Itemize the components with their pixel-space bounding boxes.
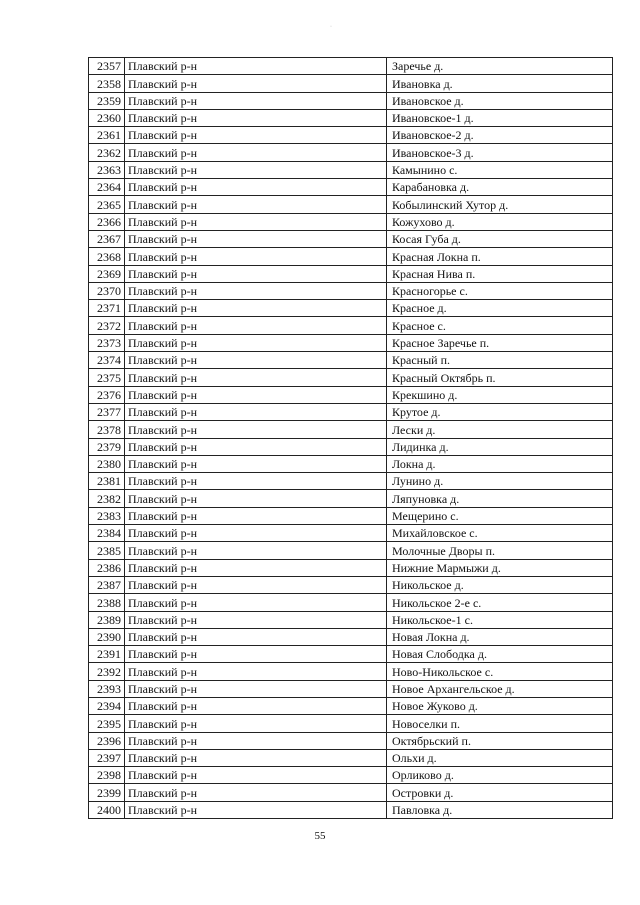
district-cell: Плавский р-н — [125, 611, 387, 628]
row-number-cell: 2399 — [89, 784, 125, 801]
table-row — [89, 352, 613, 369]
settlement-cell: Новое Архангельское д. — [387, 680, 613, 697]
row-number-cell: 2394 — [89, 697, 125, 714]
row-number-cell: 2376 — [89, 386, 125, 403]
district-cell: Плавский р-н — [125, 680, 387, 697]
district-cell: Плавский р-н — [125, 282, 387, 299]
row-number-cell: 2379 — [89, 438, 125, 455]
settlement-cell: Крекшино д. — [387, 386, 613, 403]
settlement-cell: Лидинка д. — [387, 438, 613, 455]
settlement-cell: Никольское 2-е с. — [387, 594, 613, 611]
table-row — [89, 438, 613, 455]
table-row — [89, 473, 613, 490]
district-cell: Плавский р-н — [125, 161, 387, 178]
district-cell: Плавский р-н — [125, 334, 387, 351]
district-cell: Плавский р-н — [125, 559, 387, 576]
settlement-cell: Камынино с. — [387, 161, 613, 178]
table-row — [89, 230, 613, 247]
row-number-cell: 2400 — [89, 801, 125, 818]
row-number-cell: 2365 — [89, 196, 125, 213]
table-row — [89, 628, 613, 645]
table-row — [89, 127, 613, 144]
row-number-cell: 2384 — [89, 525, 125, 542]
settlement-cell: Карабановка д. — [387, 179, 613, 196]
settlement-cell: Красное д. — [387, 300, 613, 317]
row-number-cell: 2360 — [89, 109, 125, 126]
settlement-cell: Новое Жуково д. — [387, 697, 613, 714]
row-number-cell: 2366 — [89, 213, 125, 230]
settlement-cell: Новая Слободка д. — [387, 646, 613, 663]
row-number-cell: 2398 — [89, 767, 125, 784]
table-row — [89, 248, 613, 265]
settlement-cell: Молочные Дворы п. — [387, 542, 613, 559]
row-number-cell: 2359 — [89, 92, 125, 109]
district-cell: Плавский р-н — [125, 403, 387, 420]
row-number-cell: 2375 — [89, 369, 125, 386]
row-number-cell: 2371 — [89, 300, 125, 317]
district-cell: Плавский р-н — [125, 663, 387, 680]
table-row — [89, 421, 613, 438]
table-row — [89, 767, 613, 784]
row-number-cell: 2393 — [89, 680, 125, 697]
table-row — [89, 801, 613, 818]
table-row — [89, 525, 613, 542]
settlement-cell: Локна д. — [387, 455, 613, 472]
settlement-cell: Мещерино с. — [387, 507, 613, 524]
settlement-cell: Новоселки п. — [387, 715, 613, 732]
settlement-cell: Октябрьский п. — [387, 732, 613, 749]
table-row — [89, 317, 613, 334]
table-row — [89, 369, 613, 386]
row-number-cell: 2381 — [89, 473, 125, 490]
district-cell: Плавский р-н — [125, 473, 387, 490]
table-row — [89, 179, 613, 196]
row-number-cell: 2367 — [89, 230, 125, 247]
settlement-cell: Нижние Мармыжи д. — [387, 559, 613, 576]
table-row — [89, 75, 613, 92]
settlement-cell: Красное Заречье п. — [387, 334, 613, 351]
district-cell: Плавский р-н — [125, 628, 387, 645]
row-number-cell: 2397 — [89, 749, 125, 766]
district-cell: Плавский р-н — [125, 352, 387, 369]
scan-artifact-mark: · — [330, 24, 332, 30]
settlement-cell: Ивановка д. — [387, 75, 613, 92]
table-row — [89, 109, 613, 126]
table-row — [89, 697, 613, 714]
district-cell: Плавский р-н — [125, 300, 387, 317]
table-row — [89, 455, 613, 472]
page-number: 55 — [314, 830, 326, 842]
settlement-cell: Крутое д. — [387, 403, 613, 420]
district-cell: Плавский р-н — [125, 92, 387, 109]
settlement-cell: Кожухово д. — [387, 213, 613, 230]
settlement-cell: Кобылинский Хутор д. — [387, 196, 613, 213]
settlements-table-body — [89, 58, 613, 819]
district-cell: Плавский р-н — [125, 58, 387, 75]
settlement-cell: Красное с. — [387, 317, 613, 334]
table-row — [89, 663, 613, 680]
table-row — [89, 594, 613, 611]
table-row — [89, 542, 613, 559]
row-number-cell: 2361 — [89, 127, 125, 144]
district-cell: Плавский р-н — [125, 230, 387, 247]
table-row — [89, 196, 613, 213]
row-number-cell: 2369 — [89, 265, 125, 282]
district-cell: Плавский р-н — [125, 646, 387, 663]
table-row — [89, 144, 613, 161]
table-row — [89, 576, 613, 593]
district-cell: Плавский р-н — [125, 196, 387, 213]
settlement-cell: Никольское-1 с. — [387, 611, 613, 628]
settlement-cell: Павловка д. — [387, 801, 613, 818]
row-number-cell: 2390 — [89, 628, 125, 645]
district-cell: Плавский р-н — [125, 109, 387, 126]
row-number-cell: 2388 — [89, 594, 125, 611]
table-row — [89, 300, 613, 317]
settlement-cell: Лунино д. — [387, 473, 613, 490]
district-cell: Плавский р-н — [125, 576, 387, 593]
district-cell: Плавский р-н — [125, 386, 387, 403]
district-cell: Плавский р-н — [125, 438, 387, 455]
row-number-cell: 2380 — [89, 455, 125, 472]
table-row — [89, 749, 613, 766]
row-number-cell: 2373 — [89, 334, 125, 351]
settlement-cell: Михайловское с. — [387, 525, 613, 542]
row-number-cell: 2387 — [89, 576, 125, 593]
settlement-cell: Заречье д. — [387, 58, 613, 75]
district-cell: Плавский р-н — [125, 127, 387, 144]
district-cell: Плавский р-н — [125, 507, 387, 524]
settlement-cell: Ивановское-3 д. — [387, 144, 613, 161]
district-cell: Плавский р-н — [125, 525, 387, 542]
document-page — [88, 57, 613, 819]
table-row — [89, 282, 613, 299]
row-number-cell: 2385 — [89, 542, 125, 559]
district-cell: Плавский р-н — [125, 213, 387, 230]
district-cell: Плавский р-н — [125, 784, 387, 801]
district-cell: Плавский р-н — [125, 542, 387, 559]
row-number-cell: 2368 — [89, 248, 125, 265]
settlement-cell: Лески д. — [387, 421, 613, 438]
row-number-cell: 2396 — [89, 732, 125, 749]
row-number-cell: 2372 — [89, 317, 125, 334]
row-number-cell: 2383 — [89, 507, 125, 524]
district-cell: Плавский р-н — [125, 369, 387, 386]
district-cell: Плавский р-н — [125, 715, 387, 732]
row-number-cell: 2382 — [89, 490, 125, 507]
district-cell: Плавский р-н — [125, 455, 387, 472]
district-cell: Плавский р-н — [125, 75, 387, 92]
table-row — [89, 646, 613, 663]
table-row — [89, 386, 613, 403]
settlement-cell: Красный п. — [387, 352, 613, 369]
table-row — [89, 403, 613, 420]
row-number-cell: 2370 — [89, 282, 125, 299]
settlement-cell: Ивановское-1 д. — [387, 109, 613, 126]
table-row — [89, 213, 613, 230]
settlement-cell: Ляпуновка д. — [387, 490, 613, 507]
row-number-cell: 2363 — [89, 161, 125, 178]
settlement-cell: Красная Локна п. — [387, 248, 613, 265]
district-cell: Плавский р-н — [125, 732, 387, 749]
district-cell: Плавский р-н — [125, 265, 387, 282]
district-cell: Плавский р-н — [125, 179, 387, 196]
row-number-cell: 2362 — [89, 144, 125, 161]
row-number-cell: 2358 — [89, 75, 125, 92]
district-cell: Плавский р-н — [125, 248, 387, 265]
settlement-cell: Ивановское д. — [387, 92, 613, 109]
settlement-cell: Красный Октябрь п. — [387, 369, 613, 386]
settlement-cell: Косая Губа д. — [387, 230, 613, 247]
settlement-cell: Ново-Никольское с. — [387, 663, 613, 680]
district-cell: Плавский р-н — [125, 317, 387, 334]
district-cell: Плавский р-н — [125, 421, 387, 438]
settlement-cell: Островки д. — [387, 784, 613, 801]
row-number-cell: 2364 — [89, 179, 125, 196]
settlement-cell: Никольское д. — [387, 576, 613, 593]
district-cell: Плавский р-н — [125, 490, 387, 507]
district-cell: Плавский р-н — [125, 801, 387, 818]
row-number-cell: 2374 — [89, 352, 125, 369]
row-number-cell: 2386 — [89, 559, 125, 576]
settlement-cell: Красногорье с. — [387, 282, 613, 299]
district-cell: Плавский р-н — [125, 767, 387, 784]
district-cell: Плавский р-н — [125, 144, 387, 161]
row-number-cell: 2392 — [89, 663, 125, 680]
row-number-cell: 2378 — [89, 421, 125, 438]
table-row — [89, 784, 613, 801]
row-number-cell: 2395 — [89, 715, 125, 732]
settlement-cell: Новая Локна д. — [387, 628, 613, 645]
row-number-cell: 2357 — [89, 58, 125, 75]
table-row — [89, 680, 613, 697]
settlement-cell: Ивановское-2 д. — [387, 127, 613, 144]
district-cell: Плавский р-н — [125, 594, 387, 611]
table-row — [89, 58, 613, 75]
table-row — [89, 92, 613, 109]
table-row — [89, 490, 613, 507]
table-row — [89, 265, 613, 282]
settlement-cell: Красная Нива п. — [387, 265, 613, 282]
settlements-table — [88, 57, 613, 819]
row-number-cell: 2377 — [89, 403, 125, 420]
table-row — [89, 334, 613, 351]
row-number-cell: 2391 — [89, 646, 125, 663]
table-row — [89, 559, 613, 576]
table-row — [89, 611, 613, 628]
settlement-cell: Ольхи д. — [387, 749, 613, 766]
row-number-cell: 2389 — [89, 611, 125, 628]
table-row — [89, 161, 613, 178]
table-row — [89, 507, 613, 524]
table-row — [89, 732, 613, 749]
district-cell: Плавский р-н — [125, 749, 387, 766]
district-cell: Плавский р-н — [125, 697, 387, 714]
table-row — [89, 715, 613, 732]
settlement-cell: Орликово д. — [387, 767, 613, 784]
